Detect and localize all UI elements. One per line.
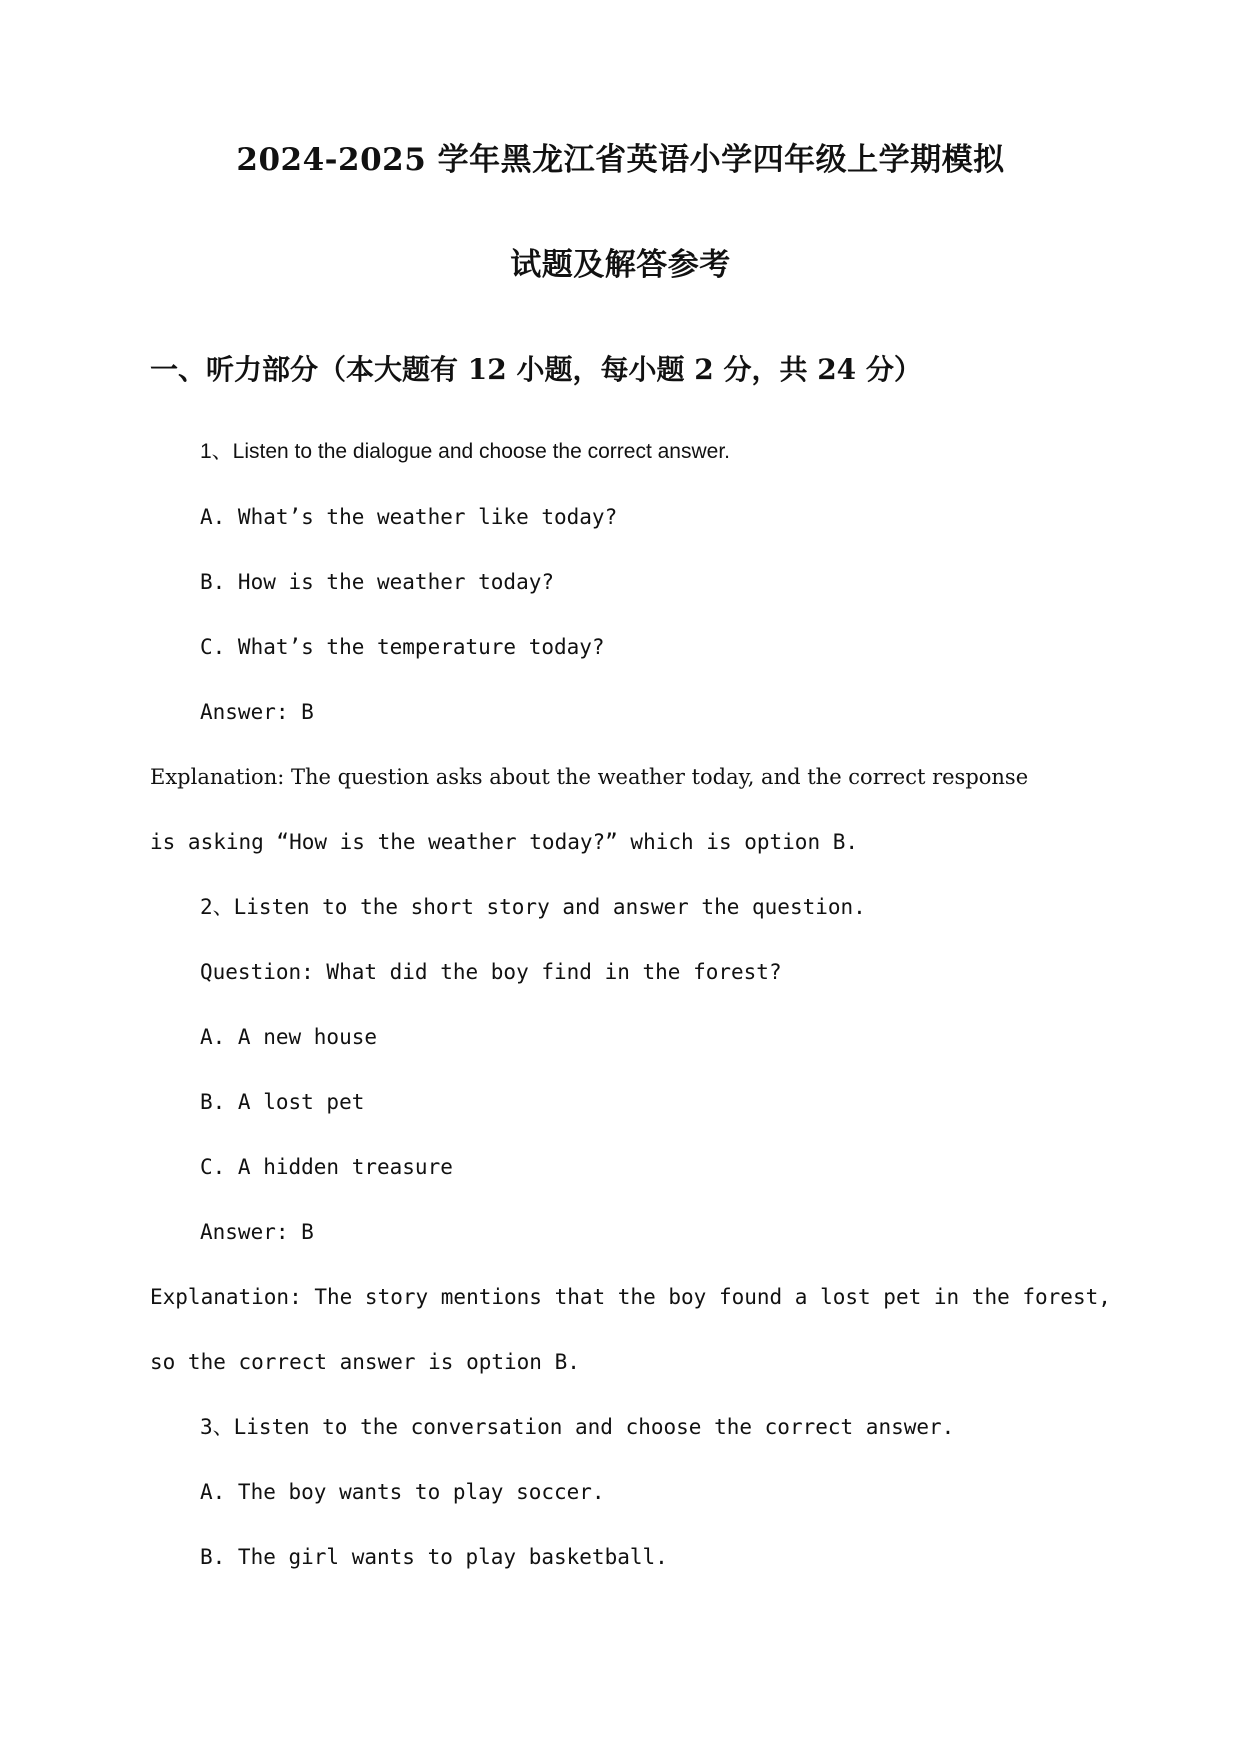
q1-option-b: B. How is the weather today? [200,570,555,594]
q2-explanation-line-2: so the correct answer is option B. [150,1350,580,1374]
q1-option-a: A. What’s the weather like today? [200,505,618,529]
q3-option-a: A. The boy wants to play soccer. [200,1480,605,1504]
document-title-line-1: 2024-2025 学年黑龙江省英语小学四年级上学期模拟 [236,142,1005,178]
q2-prompt: 2、Listen to the short story and answer the question. [200,895,866,919]
q1-explanation-line-2: is asking “How is the weather today?” which is option B. [150,830,859,854]
q2-answer: Answer: B [200,1220,314,1244]
q3-prompt: 3、Listen to the conversation and choose the correct answer. [200,1415,955,1439]
q2-option-c: C. A hidden treasure [200,1155,453,1179]
q1-option-c: C. What’s the temperature today? [200,635,605,659]
q1-answer: Answer: B [200,700,314,724]
q2-option-b: B. A lost pet [200,1090,365,1114]
q1-explanation-line-1: Explanation: The question asks about the weather today, and the correct response [150,765,1029,789]
q1-prompt: 1、Listen to the dialogue and choose the correct answer. [200,440,731,463]
section-heading-listening: 一、听力部分（本大题有 12 小题，每小题 2 分，共 24 分） [150,353,922,386]
q2-option-a: A. A new house [200,1025,378,1049]
q2-question: Question: What did the boy find in the forest? [200,960,782,984]
q2-explanation-line-1: Explanation: The story mentions that the boy found a lost pet in the forest, [150,1285,1111,1309]
q3-option-b: B. The girl wants to play basketball. [200,1545,668,1569]
document-title-line-2: 试题及解答参考 [510,247,731,283]
